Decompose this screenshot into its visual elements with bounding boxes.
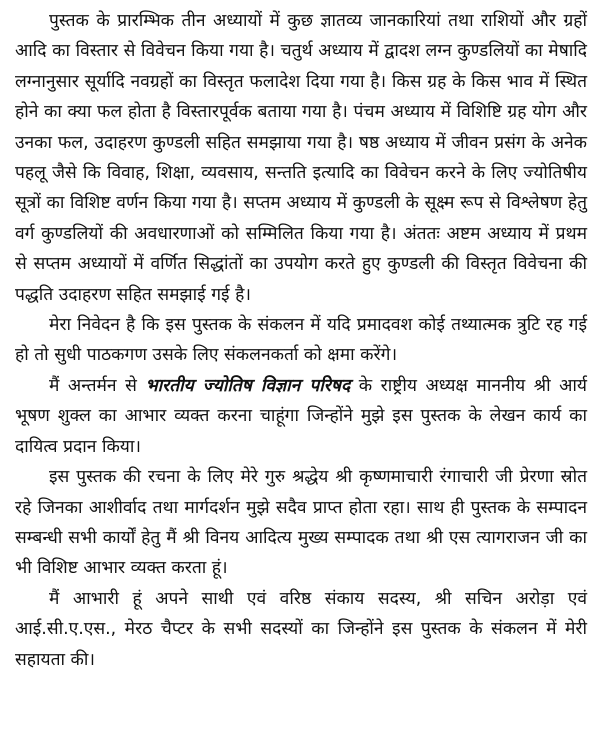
paragraph-book-contents: पुस्तक के प्रारम्भिक तीन अध्यायों में कुछ ज्ञातव्य जानकारियां तथा राशियों और ग्रहों आदि का विस्तार से विवेचन किया गया है। चतुर्थ अध्याय में द्वादश लग्न कुण्डलियों का मेषादि लग्नानुसार सूर्यादि नवग्रहों का विस्तृत फलादेश दिया गया है। किस ग्रह के किस भाव में स्थित होने का क्या फल होता है विस्तारपूर्वक बताया गया है। पंचम अध्याय में विशिष्टि ग्रह योग और उनका फल, उदाहरण कुण्डली सहित समझाया गया है। षष्ठ अध्याय में जीवन प्रसंग के अनेक पहलू जैसे कि विवाह, शिक्षा, व्यवसाय, सन्तति इत्यादि का विवेचन करने के लिए ज्योतिषीय सूत्रों का विशिष्ट वर्णन किया गया है। सप्तम अध्याय में कुण्डली के सूक्ष्म रूप से विश्लेषण हेतु वर्ग कुण्डलियों की अवधारणाओं को सम्मिलित किया गया है। अंततः अष्टम अध्याय में प्रथम से सप्तम अध्यायों में वर्णित सिद्धांतों का उपयोग करते हुए कुण्डली की विस्तृत विवेचना की पद्धति उदाहरण सहित समझाई गई है। [15, 11, 587, 305]
paragraph-acknowledgement-president [15, 371, 587, 462]
paragraph-request: मेरा निवेदन है कि इस पुस्तक के संकलन में यदि प्रमादवश कोई तथ्यात्मक त्रुटि रह गई हो तो सुधी पाठकगण उसके लिए संकलनकर्ता को क्षमा करेंगे। [15, 315, 587, 366]
paragraph-text-end: के राष्ट्रीय अध्यक्ष माननीय श्री आर्य भूषण शुक्ल का आभार व्यक्त करना चाहूंगा जिन्होंने मुझे इस पुस्तक के लेखन कार्य का दायित्व प्रदान किया। [15, 375, 587, 457]
organization-name-emphasis: भारतीय ज्योतिष विज्ञान परिषद [145, 375, 351, 396]
paragraph-acknowledgement-guru: इस पुस्तक की रचना के लिए मेरे गुरु श्रद्धेय श्री कृष्णमाचारी रंगाचारी जी प्रेरणा स्रोत रहे जिनका आशीर्वाद तथा मार्गदर्शन मुझे सदैव प्राप्त होता रहा। साथ ही पुस्तक के सम्पादन सम्बन्धी सभी कार्यों हेतु मैं श्री विनय आदित्य मुख्य सम्पादक तथा श्री एस त्यागराजन जी का भी विशिष्ट आभार व्यक्त करता हूं। [15, 467, 587, 579]
paragraph-acknowledgement-colleagues: मैं आभारी हूं अपने साथी एवं वरिष्ठ संकाय सदस्य, श्री सचिन अरोड़ा एवं आई.सी.ए.एस., मेरठ चैप्टर के सभी सदस्यों का जिन्होंने इस पुस्तक के संकलन में मेरी सहायता की। [15, 588, 587, 670]
document-page [15, 6, 587, 675]
paragraph-text-start: मैं अन्तर्मन से [49, 375, 146, 396]
